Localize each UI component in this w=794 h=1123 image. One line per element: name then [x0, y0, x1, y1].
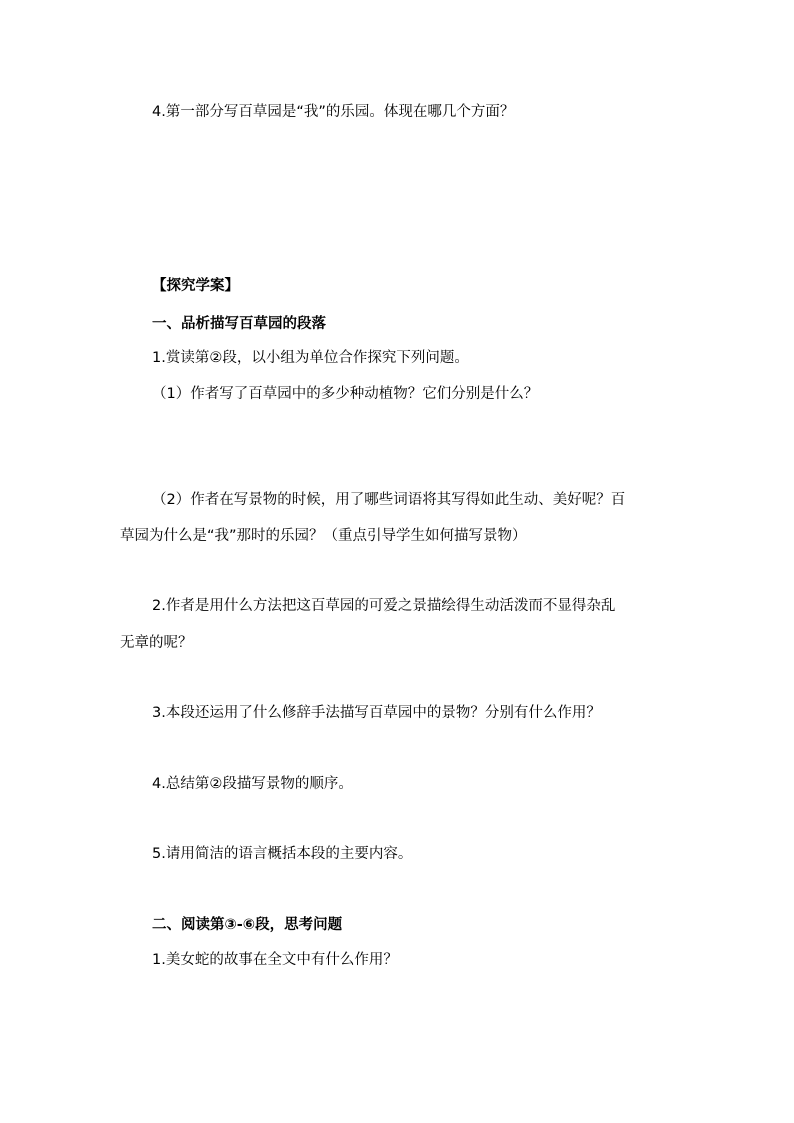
question-4: 4.第一部分写百草园是“我”的乐园。体现在哪几个方面？ [152, 104, 515, 120]
paragraph-1-sub-1: （1）作者写了百草园中的多少种动植物？它们分别是什么？ [152, 386, 539, 402]
heading-1: 一、品析描写百草园的段落 [152, 316, 326, 332]
paragraph-4: 4.总结第②段描写景物的顺序。 [152, 776, 353, 792]
paragraph-3: 3.本段还运用了什么修辞手法描写百草园中的景物？分别有什么作用？ [152, 705, 601, 721]
heading-2: 二、阅读第③-⑥段，思考问题 [152, 917, 343, 933]
paragraph-1-sub-2-line-1: （2）作者在写景物的时候，用了哪些词语将其写得如此生动、美好呢？百 [152, 492, 626, 508]
heading-2-paragraph-1: 1.美女蛇的故事在全文中有什么作用？ [152, 952, 398, 968]
paragraph-1: 1.赏读第②段，以小组为单位合作探究下列问题。 [152, 350, 469, 366]
paragraph-2-line-2: 无章的呢？ [120, 635, 193, 651]
paragraph-5: 5.请用简洁的语言概括本段的主要内容。 [152, 846, 413, 862]
paragraph-2-line-1: 2.作者是用什么方法把这百草园的可爱之景描绘得生动活泼而不显得杂乱 [152, 598, 616, 614]
paragraph-1-sub-2-line-2: 草园为什么是“我”那时的乐园？（重点引导学生如何描写景物） [120, 528, 527, 544]
section-title: 【探究学案】 [152, 278, 239, 294]
